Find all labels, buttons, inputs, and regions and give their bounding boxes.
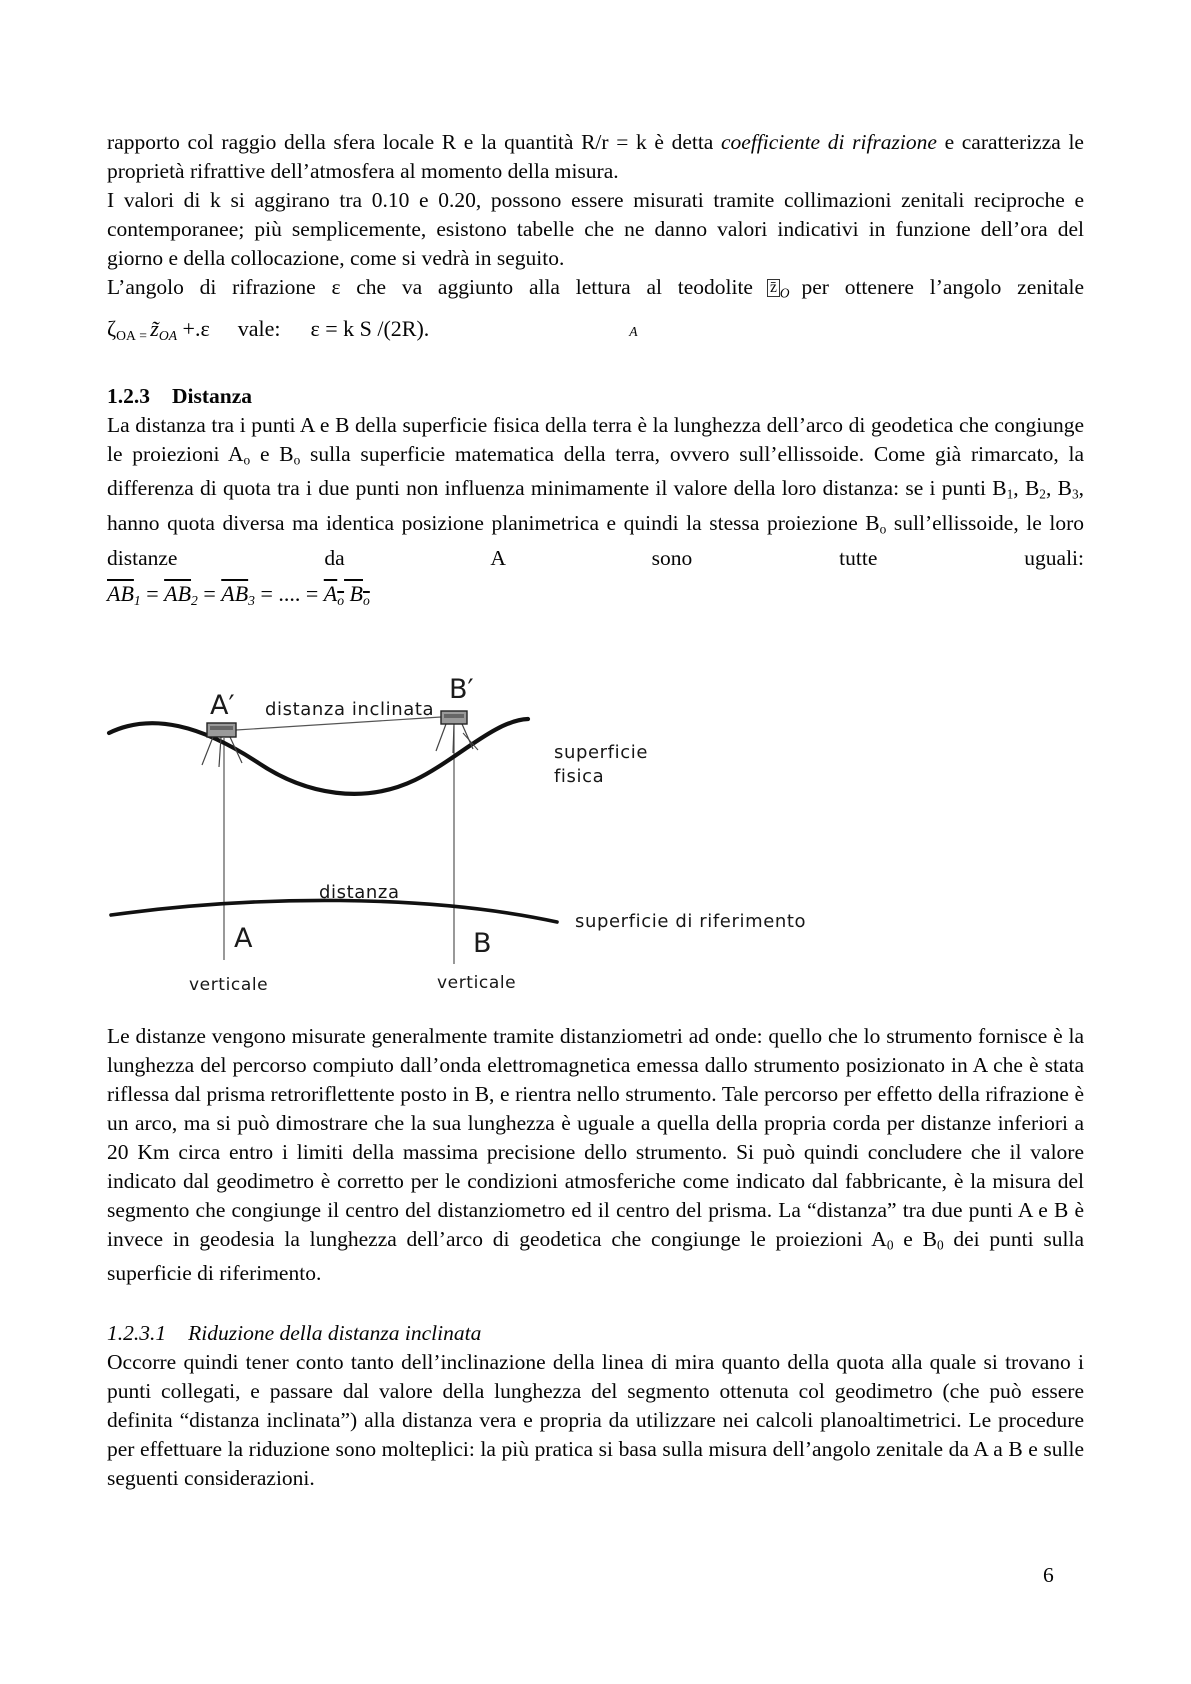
paragraph-rapporto: rapporto col raggio della sfera locale R e la quantità R/r = k è detta coefficiente di rifrazione e caratterizza le proprietà rifrattive dell’atmosfera al momento della misura. <box>107 130 1084 183</box>
figure-label-superficie-fisica-line2: fisica <box>554 765 605 787</box>
heading-distanza-title: Distanza <box>172 383 253 408</box>
formula-zeta: ζOA = z̃OA +.ε vale: ε = k S /(2R). A <box>107 315 638 343</box>
figure-label-b-prime: B′ <box>449 673 474 705</box>
heading-riduzione <box>107 1319 1084 1348</box>
figure-distanze <box>107 638 807 1000</box>
figure-label-a: A <box>234 922 253 954</box>
paragraph-misure-distanze: Le distanze vengono misurate generalmente tramite distanziometri ad onde: quello che lo strumento fornisce è la lunghezza del percorso compiuto dall’onda elettromagnetica emessa dallo strumento posizionato in A che è stata riflessa dal prisma retroriflettente posto in B, e rientra nello strumento. Tale percorso per effetto della rifrazione è un arco, ma si può dimostrare che la sua lunghezza è uguale a quella della propria corda per distanze inferiori a 20 Km circa entro i limiti della massima precisione dello strumento. Si può quindi concludere che il valore indicato dal geodimetro è corretto per le condizioni atmosferiche come indicato dal fabbricante, è la misura del segmento che congiunge il centro del distanziometro ed il centro del prisma. La “distanza” tra due punti A e B è invece in geodesia la lunghezza dell’arco di geodetica che congiunge le proiezioni A0 e B0 dei punti sulla superficie di riferimento. <box>107 1023 1084 1286</box>
figure-label-verticale-b: verticale <box>437 972 517 993</box>
heading-distanza <box>107 382 1084 411</box>
heading-riduzione-title: Riduzione della distanza inclinata <box>188 1321 482 1346</box>
figure-label-distanza: distanza <box>319 881 400 903</box>
tripod-b-leg-left <box>436 724 446 751</box>
formula-ab: $\overline{AB}1 = \overline{AB}2 = \overline{AB}3$ = .... = Ao Bo <box>107 580 370 608</box>
figure-label-verticale-a: verticale <box>189 974 269 995</box>
paragraph-valori-k: I valori di k si aggirano tra 0.10 e 0.20, possono essere misurati tramite collimazioni zenitali reciproche e contemporanee; più semplicemente, esistono tabelle che ne danno valori indicativi in funzione dell’ora del giorno e della collocazione, come si vedrà in seguito. <box>107 188 1084 270</box>
figure-label-superficie-fisica-line1: superficie <box>554 741 648 763</box>
heading-distanza-number: 1.2.3 <box>107 383 150 408</box>
figure-label-b: B <box>473 927 492 959</box>
paragraph-angolo-rifrazione: L’angolo di rifrazione ε che va aggiunto alla lettura al teodolite z̄ O per ottenere l’angolo zenitale <box>107 275 1084 301</box>
instrument-a-detail <box>210 726 233 730</box>
reference-surface-curve <box>111 900 557 922</box>
tripod-a-leg-left <box>202 737 213 765</box>
figure-distanze-svg <box>107 638 807 1000</box>
figure-label-distanza-inclinata: distanza inclinata <box>265 698 435 720</box>
paragraph-occorre: Occorre quindi tener conto tanto dell’inclinazione della linea di mira quanto della quota alla quale si trovano i punti collegati, e passare dal valore della lunghezza del segmento ottenuta col geodimetro (che può essere definita “distanza inclinata”) alla distanza vera e propria da utilizzare nei calcoli planoaltimetrici. Le procedure per effettuare la riduzione sono molteplici: la più pratica si basa sulla misura dell’angolo zenitale da A a B e sulle seguenti considerazioni. <box>107 1350 1084 1491</box>
page-number: 6 <box>1043 1563 1054 1587</box>
heading-riduzione-number: 1.2.3.1 <box>107 1321 167 1346</box>
figure-label-a-prime: A′ <box>210 689 235 721</box>
paragraph-distanza: La distanza tra i punti A e B della superficie fisica della terra è la lunghezza dell’arco di geodetica che congiunge le proiezioni Ao e Bo sulla superficie matematica della terra, ovvero sull’ellissoide. Come già rimarcato, la differenza di quota tra i due punti non influenza minimamente il valore della loro distanza: se i punti B1, B2, B3, hanno quota diversa ma identica posizione planimetrica e quindi la stessa proiezione Bo sull’ellissoide, le loro distanze da A sono tutte uguali: <box>107 412 1085 570</box>
figure-label-superficie-riferimento: superficie di riferimento <box>575 910 807 932</box>
instrument-b-detail <box>444 714 464 718</box>
